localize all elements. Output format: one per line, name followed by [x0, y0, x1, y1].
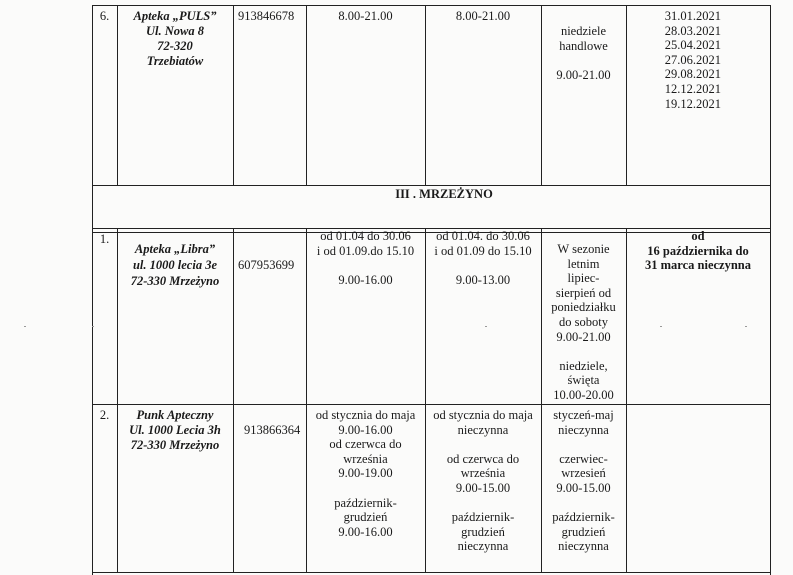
pharmacy-address: ul. 1000 lecia 3e [132, 258, 217, 272]
dates-col4: 31.01.2021 28.03.2021 25.04.2021 27.06.2021 29.08.2021 12.12.2021 19.12.2021 [664, 9, 721, 111]
pharmacy-phone: 607953699 [238, 258, 295, 272]
table-border [92, 5, 93, 575]
scan-speck [485, 326, 487, 327]
hours-col3: styczeń-maj nieczynna czerwiec- wrzesień 9.00-15.00 październik- grudzień nieczynna [552, 408, 615, 554]
row-number: 2. [99, 408, 110, 422]
hours-col3: niedziele handlowe 9.00-21.00 [556, 24, 611, 82]
pharmacy-name: Punk Apteczny [136, 408, 214, 422]
hours-col2: od stycznia do maja nieczynna od czerwca do września 9.00-15.00 październik- grudzień nieczynna [433, 408, 533, 554]
closure-col4: od 16 października do 31 marca nieczynna [644, 229, 751, 273]
row-number: 6. [99, 9, 110, 23]
table-border [92, 185, 771, 186]
section-title: III . MRZEŻYNO [395, 187, 493, 201]
scan-speck [745, 326, 747, 327]
pharmacy-name: Apteka „PULS” [133, 9, 217, 23]
table-border [770, 5, 771, 575]
pharmacy-address: Ul. 1000 Lecia 3h [129, 423, 221, 437]
hours-col2: od 01.04. do 30.06 i od 01.09 do 15.10 9.00-13.00 [434, 229, 532, 287]
hours-col3: W sezonie letnim lipiec- sierpień od poniedziałku do soboty 9.00-21.00 niedziele, święta 10.00-20.00 [551, 242, 616, 402]
table-border [92, 5, 771, 6]
table-border [92, 404, 771, 405]
table-border [626, 228, 627, 573]
pharmacy-phone: 913846678 [238, 9, 295, 23]
pharmacy-phone: 913866364 [244, 423, 301, 437]
hours-col1: 8.00-21.00 [338, 9, 393, 23]
scan-speck [92, 326, 94, 327]
pharmacy-postcode: 72-320 [157, 39, 193, 53]
pharmacy-name: Apteka „Libra” [134, 242, 216, 256]
pharmacy-city: Trzebiatów [146, 54, 204, 68]
table-border [92, 572, 771, 573]
table-border [306, 5, 307, 186]
hours-col2: 8.00-21.00 [455, 9, 511, 23]
table-border [233, 5, 234, 186]
table-border [425, 5, 426, 186]
pharmacy-address: Ul. Nowa 8 [146, 24, 204, 38]
hours-col1: od stycznia do maja 9.00-16.00 od czerwca do września 9.00-19.00 październik- grudzień 9.00-16.00 [315, 408, 416, 539]
scan-speck [24, 326, 26, 327]
hours-col1: od 01.04 do 30.06 i od 01.09.do 15.10 9.00-16.00 [316, 229, 415, 287]
row-number: 1. [99, 232, 110, 246]
table-border [233, 228, 234, 573]
scan-speck [660, 326, 662, 327]
pharmacy-city: 72-330 Mrzeżyno [130, 438, 220, 452]
pharmacy-city: 72-330 Mrzeżyno [130, 274, 220, 288]
